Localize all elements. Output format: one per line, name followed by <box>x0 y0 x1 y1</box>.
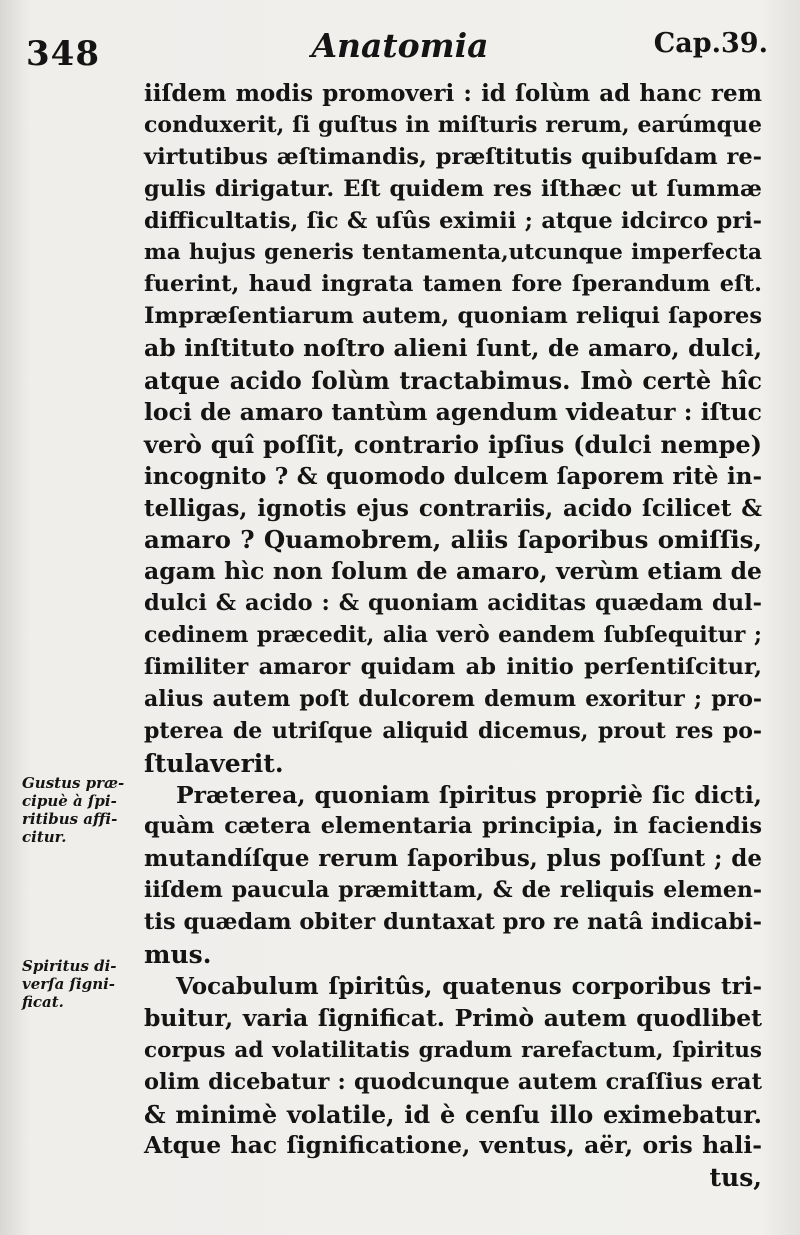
text-line: loci de amaro tantùm agendum videatur : iſtuc <box>144 397 762 426</box>
margin-note-line: ritibus affi- <box>22 810 118 828</box>
page-header <box>0 0 800 78</box>
text-line: virtutibus æſtimandis, præſtitutis quibuſdam re- <box>144 143 762 170</box>
text-line: cedinem præcedit, alia verò eandem ſubſequitur ; <box>144 622 762 649</box>
text-line: agam hìc non ſolum de amaro, verùm etiam de <box>144 557 762 586</box>
text-line: olim dicebatur : quodcunque autem craſſius erat <box>144 1068 762 1095</box>
text-line: amaro ? Quamobrem, aliis ſaporibus omiſſis, <box>144 525 762 555</box>
text-line: verò quî poſſit, contrario ipſius (dulci nempe) <box>144 429 762 459</box>
text-line: Atque hac ſignificatione, ventus, aër, oris hali- <box>144 1131 762 1160</box>
text-line: tis quædam obiter duntaxat pro re natâ indicabi- <box>144 909 763 936</box>
page-number: 348 <box>26 34 100 74</box>
text-line: ma hujus generis tentamenta,utcunque imperfecta <box>144 240 762 266</box>
text-line: conduxerit, ſi guſtus in miſturis rerum, earúmque <box>144 111 762 138</box>
text-line: ſimiliter amaror quidam ab initio perſentiſcitur, <box>144 654 762 681</box>
margin-note-line: cipuè à ſpi- <box>22 792 117 810</box>
margin-note-gustus <box>22 774 132 846</box>
text-line: Præterea, quoniam ſpiritus propriè ſic dicti, <box>176 780 762 809</box>
text-line: & minimè volatile, id è cenſu illo eximebatur. <box>144 1099 762 1129</box>
text-line: mutandíſque rerum ſaporibus, plus poſſunt ; de <box>144 845 762 873</box>
margin-note-line: Gustus præ- <box>22 774 125 792</box>
text-line: iiſdem modis promoveri : id ſolùm ad hanc rem <box>144 80 762 107</box>
text-line: quàm cætera elementaria principia, in faciendis <box>144 813 762 840</box>
margin-note-line: Spiritus di- <box>22 957 117 975</box>
text-line: corpus ad volatilitatis gradum rarefactum, ſpiritus <box>144 1037 762 1063</box>
text-line: Vocabulum ſpiritûs, quatenus corporibus tri- <box>176 972 762 1000</box>
margin-note-line: citur. <box>22 828 67 846</box>
text-line: dulci & acido : & quoniam aciditas quædam dul- <box>144 590 762 617</box>
text-line: telligas, ignotis ejus contrariis, acido ſcilicet & <box>144 494 762 522</box>
text-line: fuerint, haud ingrata tamen fore ſperandum eſt. <box>144 271 762 298</box>
running-title: Anatomia <box>311 26 489 65</box>
text-line: ſtulaverit. <box>144 748 284 778</box>
text-line: difficultatis, ſic & uſûs eximii ; atque idcirco pri- <box>144 207 762 234</box>
text-line: buitur, varia ſignificat. Primò autem quodlibet <box>144 1003 762 1032</box>
catchword: tus, <box>709 1163 762 1193</box>
margin-note-spiritus <box>22 957 132 1011</box>
text-line: ab inſtituto noſtro alieni ſunt, de amaro, dulci, <box>144 334 762 363</box>
body-text <box>144 78 762 1194</box>
text-line: iiſdem paucula præmittam, & de reliquis elemen- <box>144 877 762 904</box>
text-line: alius autem poſt dulcorem demum exoritur ; pro- <box>144 685 762 712</box>
text-line: atque acido ſolùm tractabimus. Imò certè hîc <box>144 366 762 396</box>
text-line: mus. <box>144 940 212 970</box>
chapter-label: Cap.39. <box>653 28 768 59</box>
text-line: pterea de utriſque aliquid dicemus, prout res po- <box>144 717 762 744</box>
margin-note-line: ficat. <box>22 993 64 1011</box>
text-line: Impræſentiarum autem, quoniam reliqui ſapores <box>144 303 762 330</box>
margin-note-line: verſa ſigni- <box>22 975 116 993</box>
text-line: incognito ? & quomodo dulcem ſaporem ritè in- <box>144 462 762 490</box>
text-line: gulis dirigatur. Eſt quidem res iſthæc ut ſummæ <box>144 175 762 202</box>
